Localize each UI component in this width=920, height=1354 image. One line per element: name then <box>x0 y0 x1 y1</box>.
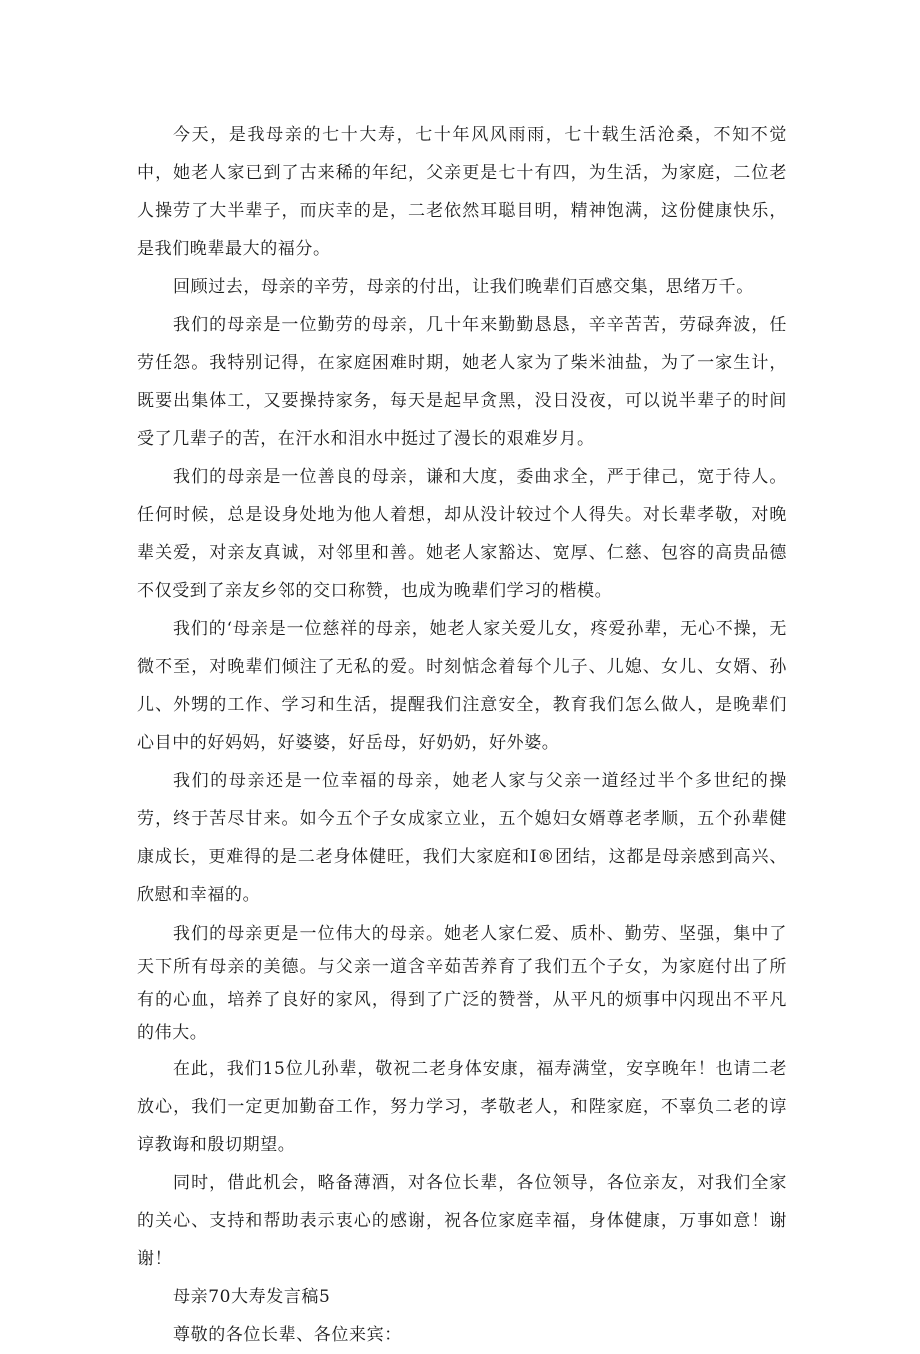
paragraph-great-mother: 我们的母亲更是一位伟大的母亲。她老人家仁爱、质朴、勤劳、坚强，集中了天下所有母亲的美德。与父亲一道含辛茹苦养育了我们五个子女，为家庭付出了所有的心血，培养了良好的家风，得到了广泛的赞誉，从平凡的烦事中闪现出不平凡的伟大。 <box>137 924 787 1043</box>
paragraph-happy-mother: 我们的母亲还是一位幸福的母亲，她老人家与父亲一道经过半个多世纪的操劳，终于苦尽甘来。如今五个子女成家立业，五个媳妇女婿尊老孝顺，五个孙辈健康成长，更难得的是二老身体健旺，我们大家庭和I®团结，这都是母亲感到高兴、欣慰和幸福的。 <box>137 771 787 905</box>
paragraph-birthday-intro: 今天，是我母亲的七十大寿，七十年风风雨雨，七十载生活沧桑，不知不觉中，她老人家已到了古来稀的年纪，父亲更是七十有四，为生活，为家庭，二位老人操劳了大半辈子，而庆幸的是，二老依然耳聪目明，精神饱满，这份健康快乐，是我们晚辈最大的福分。 <box>137 125 787 259</box>
paragraph-looking-back: 回顾过去，母亲的辛劳，母亲的付出，让我们晚辈们百感交集，思绪万千。 <box>173 277 754 297</box>
section-heading: 母亲70大寿发言稿5 <box>173 1287 331 1307</box>
document-body <box>137 116 787 1354</box>
paragraph-blessing: 在此，我们15位儿孙辈，敬祝二老身体安康，福寿满堂，安享晚年！也请二老放心，我们一定更加勤奋工作，努力学习，孝敬老人，和陛家庭，不辜负二老的谆谆教诲和殷切期望。 <box>137 1059 787 1155</box>
paragraph-thanks: 同时，借此机会，略备薄酒，对各位长辈，各位领导，各位亲友，对我们全家的关心、支持和帮助表示衷心的感谢，祝各位家庭幸福，身体健康，万事如意！谢谢！ <box>137 1173 787 1269</box>
paragraph-loving-mother: 我们的‘母亲是一位慈祥的母亲，她老人家关爱儿女，疼爱孙辈，无心不操，无微不至，对晚辈们倾注了无私的爱。时刻惦念着每个儿子、儿媳、女儿、女婿、孙儿、外甥的工作、学习和生活，提醒我们注意安全，教育我们怎么做人，是晚辈们心目中的好妈妈，好婆婆，好岳母，好奶奶，好外婆。 <box>137 619 787 753</box>
paragraph-kind-mother: 我们的母亲是一位善良的母亲，谦和大度，委曲求全，严于律己，宽于待人。任何时候，总是设身处地为他人着想，却从没计较过个人得失。对长辈孝敬，对晚辈关爱，对亲友真诚，对邻里和善。她老人家豁达、宽厚、仁慈、包容的高贵品德不仅受到了亲友乡邻的交口称赞，也成为晚辈们学习的楷模。 <box>137 467 787 601</box>
salutation: 尊敬的各位长辈、各位来宾： <box>173 1325 402 1345</box>
paragraph-hardworking-mother: 我们的母亲是一位勤劳的母亲，几十年来勤勤恳恳，辛辛苦苦，劳碌奔波，任劳任怨。我特别记得，在家庭困难时期，她老人家为了柴米油盐，为了一家生计，既要出集体工，又要操持家务，每天是起早贪黑，没日没夜，可以说半辈子的时间受了几辈子的苦，在汗水和泪水中挺过了漫长的艰难岁月。 <box>137 315 787 449</box>
